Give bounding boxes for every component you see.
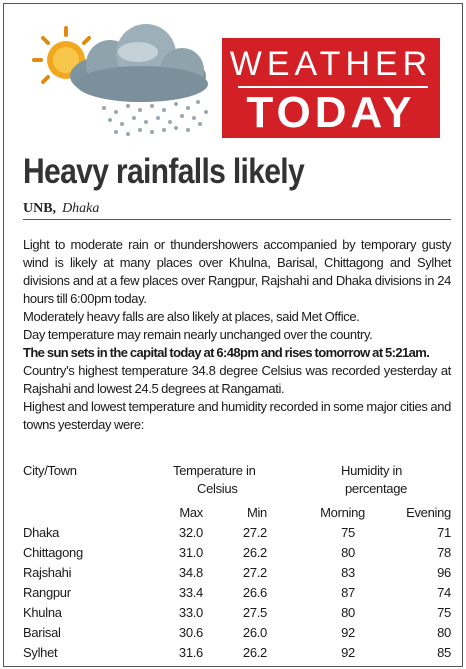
cell-evening: 80 <box>437 625 451 640</box>
cell-morning: 75 <box>341 525 355 540</box>
article-frame <box>3 3 463 667</box>
cell-morning: 80 <box>341 605 355 620</box>
table-row <box>23 564 451 584</box>
cell-city: Sylhet <box>23 645 58 660</box>
header-temperature: Temperature in <box>173 463 256 478</box>
table-row <box>23 624 451 644</box>
header-humidity-unit: percentage <box>345 481 408 496</box>
cell-max: 33.0 <box>178 605 203 620</box>
table-row <box>23 544 451 564</box>
subheader-max: Max <box>179 505 203 520</box>
table-row <box>23 524 451 544</box>
cell-evening: 75 <box>437 605 451 620</box>
cell-city: Chittagong <box>23 545 83 560</box>
cell-morning: 92 <box>341 625 355 640</box>
cell-max: 33.4 <box>178 585 203 600</box>
weather-today-logo <box>222 38 440 138</box>
cell-evening: 78 <box>437 545 451 560</box>
cell-min: 26.2 <box>242 545 267 560</box>
byline-city: Dhaka <box>62 201 100 216</box>
cloud-icon <box>70 24 208 102</box>
cell-city: Barisal <box>23 625 61 640</box>
cell-morning: 83 <box>341 565 355 580</box>
weather-illustration <box>18 18 218 138</box>
header-humidity: Humidity in <box>341 463 402 478</box>
rain-icon <box>102 100 208 136</box>
cell-min: 26.2 <box>242 645 267 660</box>
byline-divider <box>23 219 451 220</box>
cell-min: 26.0 <box>242 625 267 640</box>
cell-min: 27.2 <box>242 525 267 540</box>
subheader-evening: Evening <box>406 505 451 520</box>
header-temperature-unit: Celsius <box>197 481 238 496</box>
cell-evening: 74 <box>437 585 451 600</box>
cell-city: Dhaka <box>23 525 60 540</box>
table-row <box>23 644 451 664</box>
headline: Heavy rainfalls likely <box>23 152 305 191</box>
cell-city: Khulna <box>23 605 62 620</box>
cell-min: 26.6 <box>242 585 267 600</box>
paragraph: Highest and lowest temperature and humidity recorded in some major cities and towns yesterday were: <box>23 399 451 432</box>
cell-min: 27.5 <box>242 605 267 620</box>
cell-max: 34.8 <box>178 565 203 580</box>
paragraph: Country's highest temperature 34.8 degree Celsius was recorded yesterday at Rajshahi and lowest 24.5 degrees at Rangamati. <box>23 363 451 396</box>
cell-morning: 87 <box>341 585 355 600</box>
logo-line-1: WEATHER <box>229 45 433 83</box>
cell-max: 30.6 <box>178 625 203 640</box>
cell-city: Rajshahi <box>23 565 72 580</box>
subheader-morning: Morning <box>320 505 365 520</box>
paragraph: Day temperature may remain nearly unchanged over the country. <box>23 327 373 342</box>
table-row <box>23 604 451 624</box>
subheader-min: Min <box>246 505 267 520</box>
table-row <box>23 584 451 604</box>
cell-max: 31.0 <box>178 545 203 560</box>
cell-max: 31.6 <box>178 645 203 660</box>
cell-city: Rangpur <box>23 585 71 600</box>
weather-banner <box>4 4 464 144</box>
paragraph-highlight: The sun sets in the capital today at 6:48pm and rises tomorrow at 5:21am. <box>23 345 430 360</box>
paragraph: Moderately heavy falls are also likely at places, said Met Office. <box>23 309 360 324</box>
byline <box>23 201 99 217</box>
paragraph: Light to moderate rain or thundershowers accompanied by temporary gusty wind is likely at many places over Khulna, Barisal, Chittagong and Sylhet divisions and at a few places over Rangpur, Rajshahi and Dhaka divisions in 24 hours till 6:00pm today. <box>23 237 451 306</box>
cell-min: 27.2 <box>242 565 267 580</box>
cell-evening: 85 <box>437 645 451 660</box>
logo-line-2: TODAY <box>246 88 416 137</box>
cell-morning: 92 <box>341 645 355 660</box>
cell-evening: 71 <box>437 525 451 540</box>
byline-agency: UNB, <box>23 201 57 216</box>
cell-evening: 96 <box>437 565 451 580</box>
article-body <box>23 236 451 434</box>
header-city: City/Town <box>23 463 77 478</box>
cell-max: 32.0 <box>178 525 203 540</box>
cell-morning: 80 <box>341 545 355 560</box>
